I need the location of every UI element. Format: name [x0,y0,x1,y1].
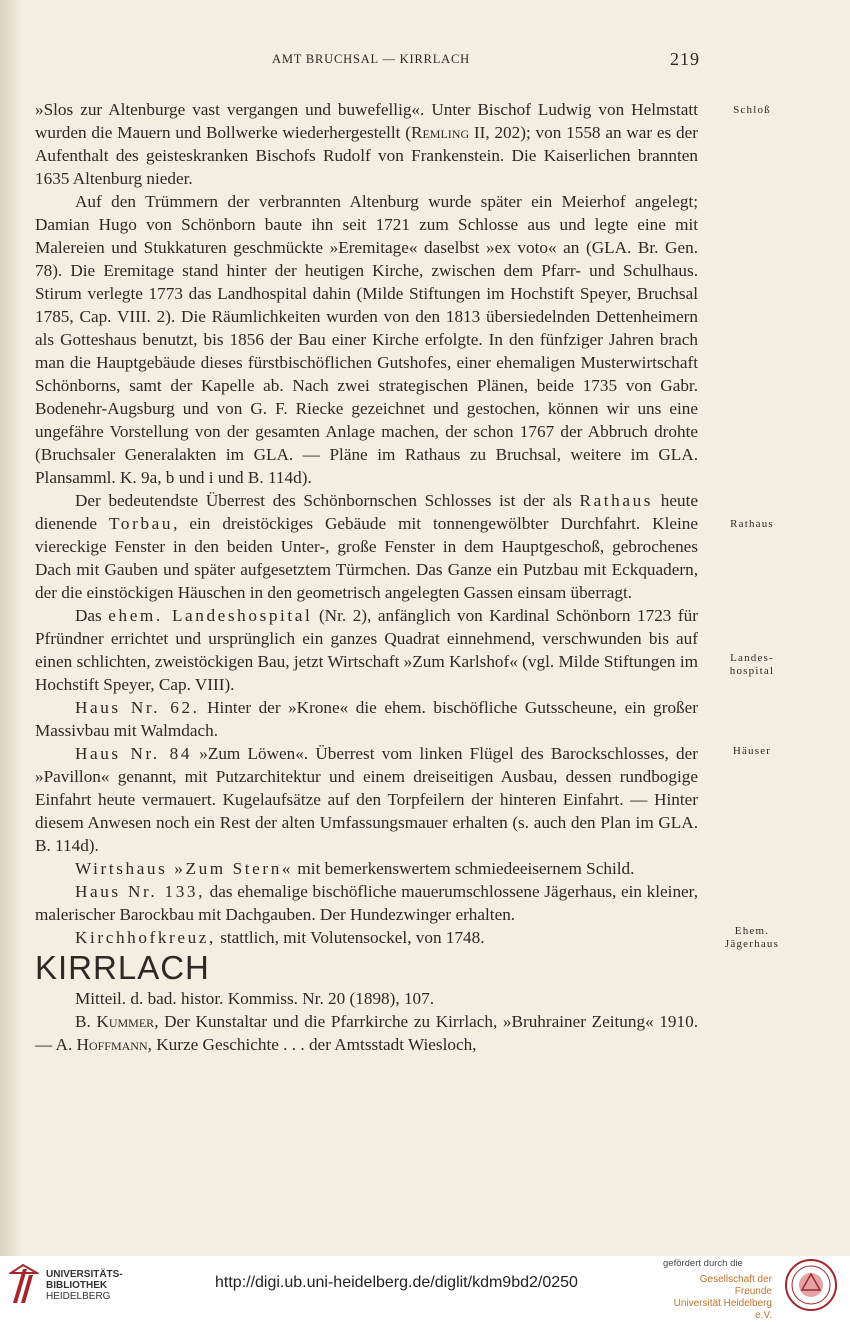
spaced-haus-62: Haus Nr. 62. [75,698,200,717]
reference-kummer-hoffmann: B. Kummer, Der Kunstaltar und die Pfarrkirche zu Kirrlach, »Bruhrainer Zeitung« 1910. — A. Hoffmann, Kurze Geschichte . . . der Amtsstadt Wiesloch, [35,1012,698,1054]
paragraph-eremitage: Auf den Trümmern der verbrannten Altenburg wurde später ein Meierhof angelegt; Damian Hugo von Schönborn baute ihn seit 1721 zum Schlosse aus und legte eine mit Malereien und Stukkaturen geschmückte »Eremitage« daselbst »ex voto« an (GLA. Br. Gen. 78). Die Eremitage stand hinter der heutigen Kirche, zwischen dem Pfarr- und Schulhaus. Stirum verlegte 1773 das Landhospital dahin (Milde Stiftungen im Hochstift Speyer, Bruchsal 1785, Cap. VIII. 2). Die Räumlichkeiten wurden von den 1813 übersiedelnden Dettenheimern als Gotteshaus benutzt, bis 1856 der Bau einer Kirche erfolgte. In den fünfziger Jahren brach man die Hauptgebäude dieses fürstbischöflichen Gutshofes, einer ehemaligen Musterwirtschaft Schönborns, samt der Kapelle ab. Nach zwei strategischen Plänen, beide 1735 von Gabr. Bodenehr-Augsburg und von G. F. Riecke gezeichnet und gestochen, können wir uns eine ungefähre Vorstellung von der gesamten Anlage machen, der schon 1767 der Abbruch drohte (Bruchsaler Generalakten im GLA. — Pläne im Rathaus zu Bruchsal, weitere im GLA. Plansamml. K. 9a, b und i und B. 114d). [35,192,698,487]
paragraph-wirtshaus-stern: Wirtshaus »Zum Stern« mit bemerkenswertem schmiedeeisernem Schild. [75,859,635,878]
page-number: 219 [670,49,700,69]
spaced-haus-84: Haus Nr. 84 [75,744,193,763]
university-seal-icon [784,1258,838,1312]
body-text [35,98,698,1056]
paragraph-landeshospital: Das ehem. Landeshospital (Nr. 2), anfänglich von Kardinal Schönborn 1723 für Pfründner errichtet und ursprünglich ein ganzes Quadrat einnehmend, verschwunden bis auf einen schlichten, zweistöckigen Bau, jetzt Wirtschaft »Zum Karlshof« (vgl. Milde Stiftungen im Hochstift Speyer, Cap. VIII). [35,606,698,694]
margin-note-haeuser: Häuser [732,745,772,757]
spaced-landeshospital: ehem. Landeshospital [108,606,313,625]
running-header: AMT BRUCHSAL — KIRRLACH [272,52,470,66]
margin-note-landeshospital-1: Landes- [730,652,774,664]
spaced-torbau: Torbau [109,514,174,533]
author-remling: Remling [410,123,470,142]
library-logo-icon [9,1263,39,1307]
sponsor-label: gefördert durch die [663,1258,743,1269]
spaced-rathaus: Rathaus [579,491,654,510]
permalink-url[interactable]: http://digi.ub.uni-heidelberg.de/diglit/kdm9bd2/0250 [215,1274,578,1291]
author-hoffmann: Hoffmann [76,1035,148,1054]
spaced-haus-133: Haus Nr. 133, [75,882,206,901]
paragraph-haus-84: Haus Nr. 84 »Zum Löwen«. Überrest vom linken Flügel des Barockschlosses, der »Pavillon« genannt, mit Putzarchitektur und einem dreiseitigen Ausbau, dessen rundbogige Einfahrt heute vermauert. Kugelaufsätze auf den Torpfeilern der hinteren Einfahrt. — Hinter diesem Anwesen noch ein Rest der alten Umfassungsmauer erhalten (s. auch den Plan im GLA. B. 114d). [35,744,698,855]
library-name: UNIVERSITÄTS- BIBLIOTHEK HEIDELBERG [46,1269,123,1302]
section-heading-kirrlach: KIRRLACH [35,949,210,986]
paragraph-haus-133: Haus Nr. 133, das ehemalige bischöfliche mauerumschlossene Jägerhaus, ein kleiner, malerischer Barockbau mit Dachgauben. Der Hundezwinger erhalten. [35,882,698,924]
paragraph-altenburg: »Slos zur Altenburge vast vergangen und buwefellig«. Unter Bischof Ludwig von Helmstatt wurden die Mauern und Bollwerke wiederhergestellt (Remling II, 202); von 1558 an war es der Aufenthalt des geisteskranken Bischofs Rudolf von Frankenstein. Die Kaiserlichen brannten 1635 Altenburg nieder. [35,100,698,188]
paragraph-haus-62: Haus Nr. 62. Hinter der »Krone« die ehem. bischöfliche Gutsscheune, ein großer Massivbau mit Walmdach. [35,698,698,740]
paragraph-rathaus: Der bedeutendste Überrest des Schönbornschen Schlosses ist der als Rathaus heute dienende Torbau, ein dreistöckiges Gebäude mit tonnengewölbter Durchfahrt. Kleine viereckige Fenster in den beiden Unter-, große Fenster in dem Hauptgeschoß, gebrochenes Dach mit Gauben und später aufgesetztem Türmchen. Das Ganze ein Putzbau mit Eckquadern, der die einstöckigen Häuschen in den geometrisch angelegten Gassen einsam überragt. [35,491,698,602]
spaced-wirtshaus-stern: Wirtshaus »Zum Stern« [75,859,294,878]
sponsor-name: Gesellschaft der Freunde Universität Heidelberg e.V. [673,1274,772,1321]
paragraph-kirchhofkreuz: Kirchhofkreuz, stattlich, mit Volutensockel, von 1748. [75,928,485,947]
reference-mitteil: Mitteil. d. bad. histor. Kommiss. Nr. 20 (1898), 107. [75,989,435,1008]
margin-note-rathaus: Rathaus [730,518,774,530]
margin-note-landeshospital-2: hospital [729,665,775,677]
spaced-kirchhofkreuz: Kirchhofkreuz, [75,928,216,947]
margin-note-jaegerhaus-2: Jägerhaus [724,938,780,950]
author-kummer: Kummer [96,1012,155,1031]
footer-bar [0,1256,850,1321]
margin-note-schloss: Schloß [733,104,771,116]
margin-note-jaegerhaus-1: Ehem. [734,925,770,937]
